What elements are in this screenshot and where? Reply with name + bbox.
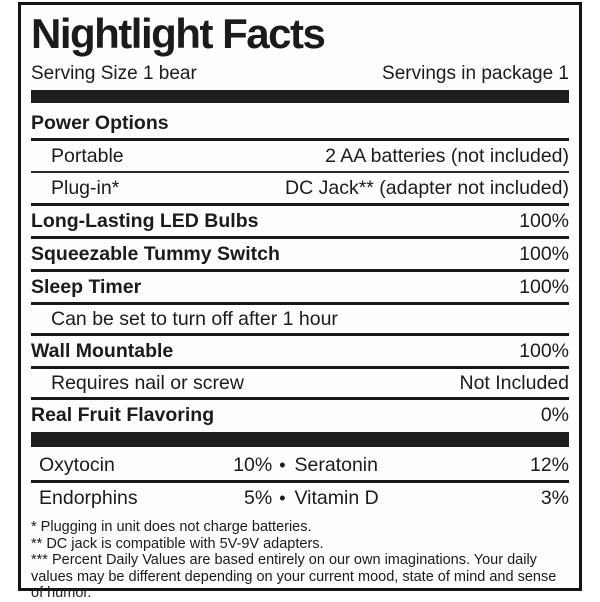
footnote-batteries: * Plugging in unit does not charge batteries. bbox=[31, 519, 312, 535]
vitamin-d-pair bbox=[295, 487, 570, 510]
portable-label: Portable bbox=[51, 144, 124, 167]
row-sleep-timer bbox=[31, 272, 569, 302]
row-endorphins-vitamin-d bbox=[31, 483, 569, 513]
plug-in-value: DC Jack** (adapter not included) bbox=[285, 176, 569, 199]
real-fruit-label: Real Fruit Flavoring bbox=[31, 403, 215, 426]
requires-nail-value: Not Included bbox=[459, 371, 569, 394]
sleep-timer-value: 100% bbox=[519, 275, 569, 298]
plug-in-label: Plug-in* bbox=[51, 176, 120, 199]
led-bulbs-value: 100% bbox=[519, 209, 569, 232]
tummy-switch-label: Squeezable Tummy Switch bbox=[31, 242, 280, 265]
nightlight-facts-label bbox=[18, 2, 582, 601]
sleep-timer-note-label: Can be set to turn off after 1 hour bbox=[51, 307, 338, 330]
bullet-separator-icon: • bbox=[279, 487, 286, 508]
wall-mountable-value: 100% bbox=[519, 339, 569, 362]
row-led-bulbs bbox=[31, 206, 569, 236]
bullet-separator-icon: • bbox=[279, 454, 286, 475]
label-title: Nightlight Facts bbox=[31, 10, 325, 57]
row-power-options bbox=[31, 108, 569, 138]
row-sleep-timer-note bbox=[31, 305, 569, 333]
row-portable bbox=[31, 141, 569, 171]
servings-per-package-text: Servings in package 1 bbox=[382, 63, 569, 84]
led-bulbs-label: Long-Lasting LED Bulbs bbox=[31, 209, 259, 232]
seratonin-label: Seratonin bbox=[294, 453, 378, 476]
endorphins-label: Endorphins bbox=[39, 486, 138, 509]
power-options-label: Power Options bbox=[31, 111, 169, 134]
thick-divider-bottom bbox=[31, 432, 569, 447]
wall-mountable-label: Wall Mountable bbox=[31, 339, 174, 362]
requires-nail-label: Requires nail or screw bbox=[51, 371, 244, 394]
serving-size-text: Serving Size 1 bear bbox=[31, 63, 197, 84]
sleep-timer-label: Sleep Timer bbox=[31, 275, 142, 298]
portable-value: 2 AA batteries (not included) bbox=[325, 144, 569, 167]
row-requires-nail bbox=[31, 369, 569, 397]
thick-divider-top bbox=[31, 90, 569, 103]
row-wall-mountable bbox=[31, 336, 569, 366]
footnotes bbox=[31, 519, 569, 602]
oxytocin-pair bbox=[39, 454, 272, 477]
footnote-dc-jack: ** DC jack is compatible with 5V-9V adapters. bbox=[31, 535, 324, 552]
endorphins-value: 5% bbox=[244, 486, 273, 509]
tummy-switch-value: 100% bbox=[519, 242, 569, 265]
seratonin-pair bbox=[295, 454, 570, 477]
row-plug-in bbox=[31, 173, 569, 203]
endorphins-pair bbox=[39, 487, 272, 510]
serving-row bbox=[31, 61, 569, 87]
row-oxytocin-seratonin bbox=[31, 450, 569, 480]
oxytocin-label: Oxytocin bbox=[39, 453, 115, 476]
seratonin-value: 12% bbox=[529, 453, 569, 476]
oxytocin-value: 10% bbox=[233, 453, 273, 476]
vitamin-d-label: Vitamin D bbox=[294, 486, 379, 509]
row-real-fruit bbox=[31, 400, 569, 430]
real-fruit-value: 0% bbox=[540, 403, 569, 426]
vitamin-d-value: 3% bbox=[540, 486, 569, 509]
row-tummy-switch bbox=[31, 239, 569, 269]
footnote-daily-values: *** Percent Daily Values are based entirely on our own imaginations. Your daily values may be different depending on your current mood, state of mind and sense of humor. bbox=[31, 552, 557, 601]
